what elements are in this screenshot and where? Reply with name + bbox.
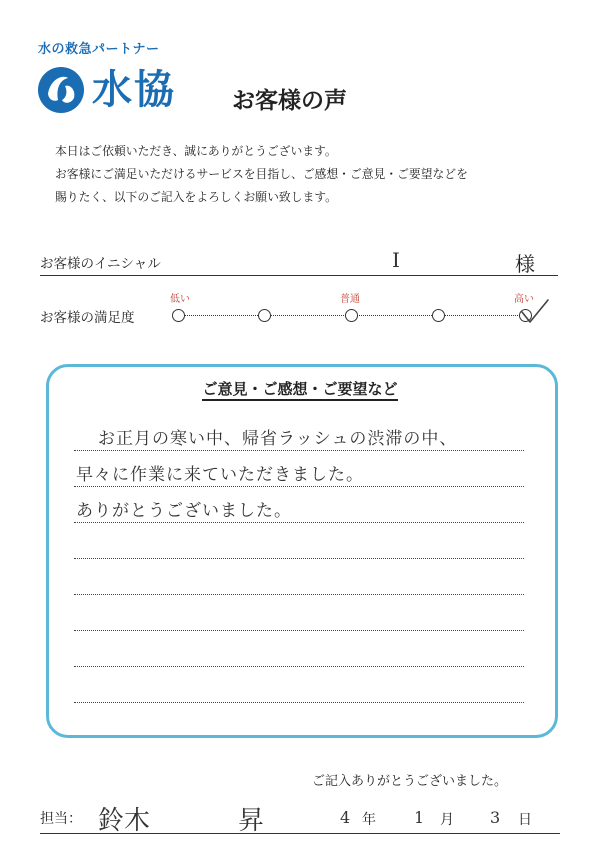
scale-radio-1[interactable] <box>172 309 185 322</box>
page-title: お客様の声 <box>232 88 347 114</box>
ruled-line <box>74 486 524 487</box>
comment-line: お正月の寒い中、帰省ラッシュの渋滞の中、 <box>98 429 458 449</box>
scale-low-label: 低い <box>170 294 190 305</box>
date-year: 4 <box>340 808 351 827</box>
intro-line: お客様にご満足いただけるサービスを目指し、ご感想・ご意見・ご要望などを <box>55 167 468 181</box>
ruled-line <box>74 702 524 703</box>
scale-high-label: 高い <box>514 294 534 305</box>
thanks-text: ご記入ありがとうございました。 <box>312 774 508 789</box>
tagline: 水の救急パートナー <box>38 42 160 57</box>
staff-label: 担当： <box>40 811 82 827</box>
intro-text <box>55 140 575 209</box>
satisfaction-label: お客様の満足度 <box>40 310 135 326</box>
logo-text: 水協 <box>92 66 176 113</box>
comment-line: ありがとうございました。 <box>76 501 292 521</box>
initial-underline <box>40 275 558 276</box>
water-drop-logo-icon <box>34 64 90 114</box>
scale-radio-3[interactable] <box>345 309 358 322</box>
scale-mid-label: 普通 <box>340 294 360 305</box>
comment-line: 早々に作業に来ていただきました。 <box>76 465 364 485</box>
ruled-line <box>74 522 524 523</box>
date-month: 1 <box>414 808 425 827</box>
checkmark-icon <box>518 296 552 326</box>
ruled-line <box>74 666 524 667</box>
scale-radio-2[interactable] <box>258 309 271 322</box>
honorific-label: 様 <box>515 252 535 276</box>
intro-line: 賜りたく、以下のご記入をよろしくお願い致します。 <box>55 190 337 204</box>
date-month-unit: 月 <box>440 812 454 828</box>
initial-label: お客様のイニシャル <box>40 256 161 272</box>
intro-line: 本日はご依頼いただき、誠にありがとうございます。 <box>55 144 337 158</box>
ruled-line <box>74 558 524 559</box>
date-year-unit: 年 <box>362 812 376 828</box>
ruled-line <box>74 594 524 595</box>
initial-field[interactable]: I <box>392 248 400 272</box>
ruled-line <box>74 630 524 631</box>
footer-underline <box>40 833 560 834</box>
comment-box[interactable] <box>46 364 558 738</box>
staff-surname: 鈴木 <box>98 806 151 836</box>
date-day-unit: 日 <box>518 812 532 828</box>
scale-radio-4[interactable] <box>432 309 445 322</box>
date-day: 3 <box>490 808 501 827</box>
staff-given-name: 昇 <box>238 806 265 836</box>
ruled-line <box>74 450 524 451</box>
comment-box-title: ご意見・ご感想・ご要望など <box>0 378 600 399</box>
